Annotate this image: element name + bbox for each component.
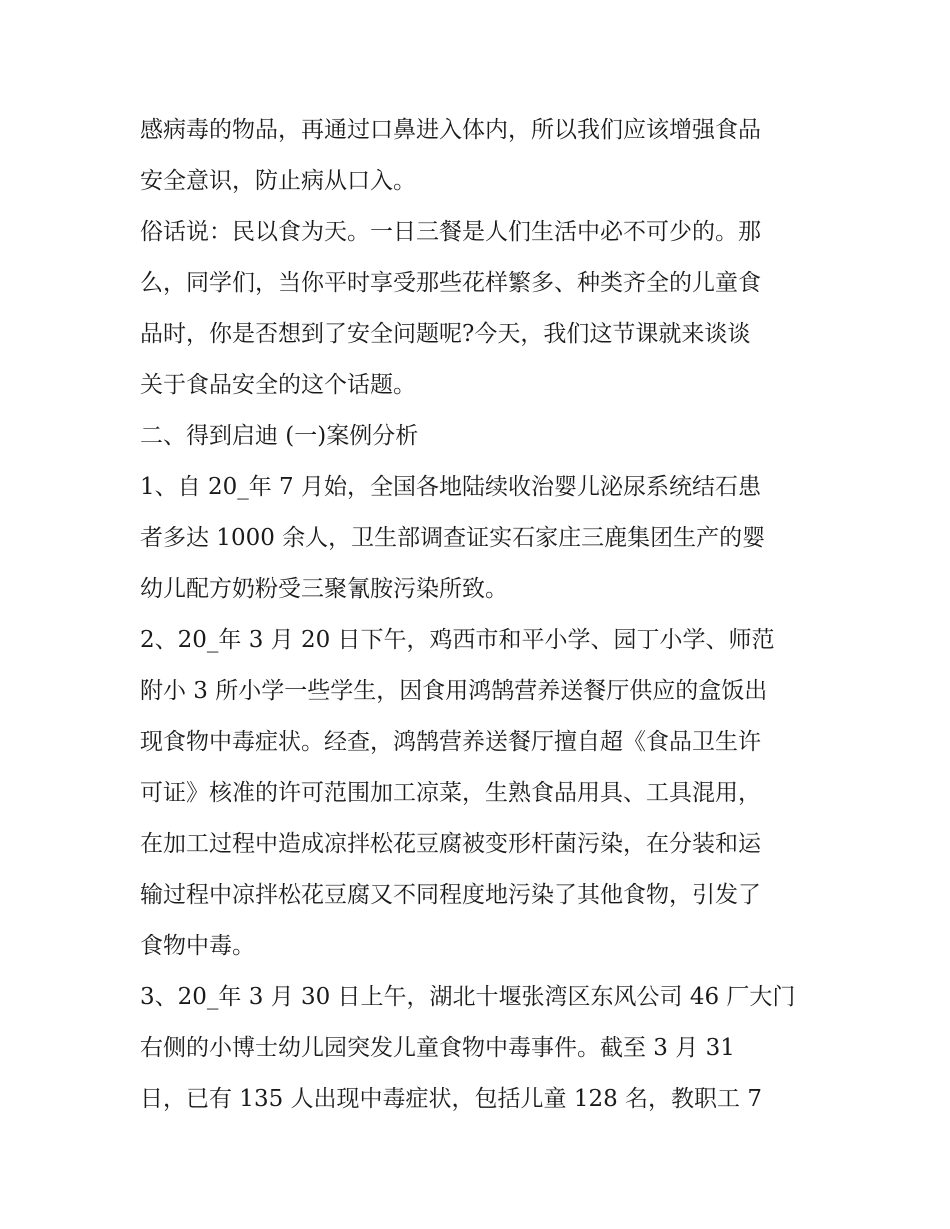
paragraph — [140, 105, 820, 207]
text-line: 输过程中凉拌松花豆腐又不同程度地污染了其他食物，引发了 — [140, 882, 761, 908]
text-line: 附小 3 所小学一些学生，因食用鸿鹄营养送餐厅供应的盒饭出 — [140, 678, 768, 704]
text-line: 者多达 1000 余人，卫生部调查证实石家庄三鹿集团生产的婴 — [140, 525, 766, 551]
case-paragraph — [140, 615, 820, 972]
text-line: 关于食品安全的这个话题。 — [140, 372, 416, 398]
text-line: 2、20_年 3 月 20 日下午，鸡西市和平小学、园丁小学、师范 — [140, 627, 775, 653]
section-heading — [140, 411, 820, 462]
document-body — [140, 105, 820, 1125]
case-paragraph — [140, 972, 820, 1125]
text-line: 品时，你是否想到了安全问题呢?今天，我们这节课就来谈谈 — [140, 321, 751, 347]
text-line: 幼儿配方奶粉受三聚氰胺污染所致。 — [140, 576, 508, 602]
text-line: 现食物中毒症状。经查，鸿鹄营养送餐厅擅自超《食品卫生许 — [140, 729, 761, 755]
text-line: 安全意识，防止病从口入。 — [140, 168, 416, 194]
text-line: 俗话说：民以食为天。一日三餐是人们生活中必不可少的。那 — [140, 219, 761, 245]
paragraph — [140, 207, 820, 411]
text-line: 3、20_年 3 月 30 日上午，湖北十堰张湾区东风公司 46 厂大门 — [140, 984, 796, 1010]
heading-line: 二、得到启迪 (一)案例分析 — [140, 423, 419, 449]
text-line: 感病毒的物品，再通过口鼻进入体内，所以我们应该增强食品 — [140, 117, 761, 143]
text-line: 食物中毒。 — [140, 933, 255, 959]
case-paragraph — [140, 462, 820, 615]
text-line: 1、自 20_年 7 月始，全国各地陆续收治婴儿泌尿系统结石患 — [140, 474, 761, 500]
text-line: 么，同学们，当你平时享受那些花样繁多、种类齐全的儿童食 — [140, 270, 761, 296]
text-line: 可证》核准的许可范围加工凉菜，生熟食品用具、工具混用， — [140, 780, 761, 806]
text-line: 右侧的小博士幼儿园突发儿童食物中毒事件。截至 3 月 31 — [140, 1035, 735, 1061]
text-line: 日，已有 135 人出现中毒症状，包括儿童 128 名，教职工 7 — [140, 1086, 762, 1112]
text-line: 在加工过程中造成凉拌松花豆腐被变形杆菌污染，在分装和运 — [140, 831, 761, 857]
